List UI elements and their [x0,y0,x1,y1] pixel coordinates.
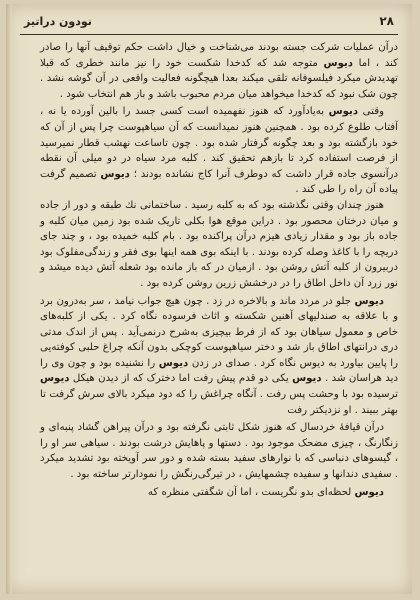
header-rule [20,34,398,35]
page-number: ۲۸ [379,14,394,28]
paragraph-1: درآن عملیات شرکت جسته بودند می‌شناخت و خیال داشت حکم توقیف آنها را صادر کند ، اما دیوس متوجه شد که کدخدا شکست خود را نیز مانند خطری که قبلا تهدیدش میکرد فیلسوفانه تلقی میکند بعدا هیچگونه فعالیت واقعی در آن گوشه نشد . چون شک نبود که کدخدا میخواهد میان مردم محبوب باشد و باز هم انتخاب شود . [40,42,398,100]
book-page [6,4,412,594]
paragraph-3: هنوز چندان وقتی نگذشته بود که به کلبه رسید . ساختمانی نك طبقه و دور از جاده و میان درختان محصور بود . دراین موقع هوا بکلی تاریک شده بود زمین میان کلبه و جاده باز بود و مقدار زیادی هیزم درآن پراکنده بود . بام کلبه خمیده بود ، و چند جای دریچه را با کاغذ وصله کرده بودند . با اینکه بوی همه اینها بوی فقر و زندگی‌مفلوک بود دربیرون از کلبه آتش روشن بود . ازمیان در که باز مانده بود شعله آتش دیده میشد و نور زرد آن داخل اطاق را در درخشش زرین روشن کرده بود . [40,199,398,289]
paragraph-6: دیوس لحظه‌ای بدو نگریست ، اما آن شگفتی منظره که [147,486,384,498]
name-emphasis: دیوس [354,295,384,307]
name-emphasis: دیوس [323,57,354,69]
page-header [24,10,394,32]
name-emphasis: دیوس [328,106,359,118]
body-text [40,40,398,586]
running-title: نودون دراتیز [24,14,92,28]
paragraph-2: وقتی دیوس به‌یادآورد که هنوز نفهمیده است کسی جسد را بالین آورده یا نه ، آفتاب طلوع کرده بود . همچنین هنوز نمیدانست که آن سیاهپوست چرا پس از آن که خود بازگشته بود و بعد چگونه گرفتار شده بود . چون تاساعت نهشب قطار نمیرسید از فرصت استفاده کرد تا بازهم تحقیق کند . کلبه مرد سیاه در دو میلی آن نقطه درآنسوی جاده قرار داشت که دوطرف آنرا کاج نشانده بودند ؛ دیوس تصمیم گرفت پیاده آن راه را طی کند . [40,106,398,196]
name-emphasis: دیوس [292,373,322,385]
name-emphasis: دیوس [100,168,130,180]
name-emphasis: دیوس [354,486,384,498]
name-emphasis: دیوس [158,357,189,369]
paragraph-4: دیوس جلو در مردد ماند و بالاخره در زد . چون هیچ جواب نیامد ، سر به‌درون برد و با علاقه به صندلیهای آهنین شکسته و اثاث فرسوده نگاه کرد . یکی از کلبه‌های خاص و معمول سیاهان بود که از فرط بیچیزی به‌شرح درنمی‌آید . پس از اندک مدتی دری درانتهای اطاق باز شد و دختر سیاهپوست کوچکی بدون آنکه چراغ حلبی کوفته‌یی را پایین بیاورد به دیوس نگاه کرد . صدای در زدن دیوس را نشنیده بود و چون وی را دید هراسان شد . دیوس یکی دو قدم پیش رفت اما دخترک که از دیدن هیکل دیوس ترسیده بود با وحشت پس رفت . آنگاه چراغش را که دود میکرد بالای سرش گرفت تا بهتر ببیند . او نزدیکتر رفت [40,295,398,416]
paragraph-5: درآن قیافهٔ خردسال که هنوز شکل ثابتی نگرفته بود و درآن پیراهن گشاد پنبه‌ای و زنگارنگ ، چیزی مضحک موجود بود . دستها و پاهایش درشت بودند . سیاهی سر او را ، گیسوهای دنباسی که با نوارهای سفید بسته شده و دور سر آویخته بود تشدید میکرد . سفیدی دندانها و سفیده چشمهایش ، در تیرگی‌رنگش را نمودارتر ساخته بود . [40,422,398,481]
page-edge-shadow [6,4,12,594]
name-emphasis: دیوس [40,373,70,385]
